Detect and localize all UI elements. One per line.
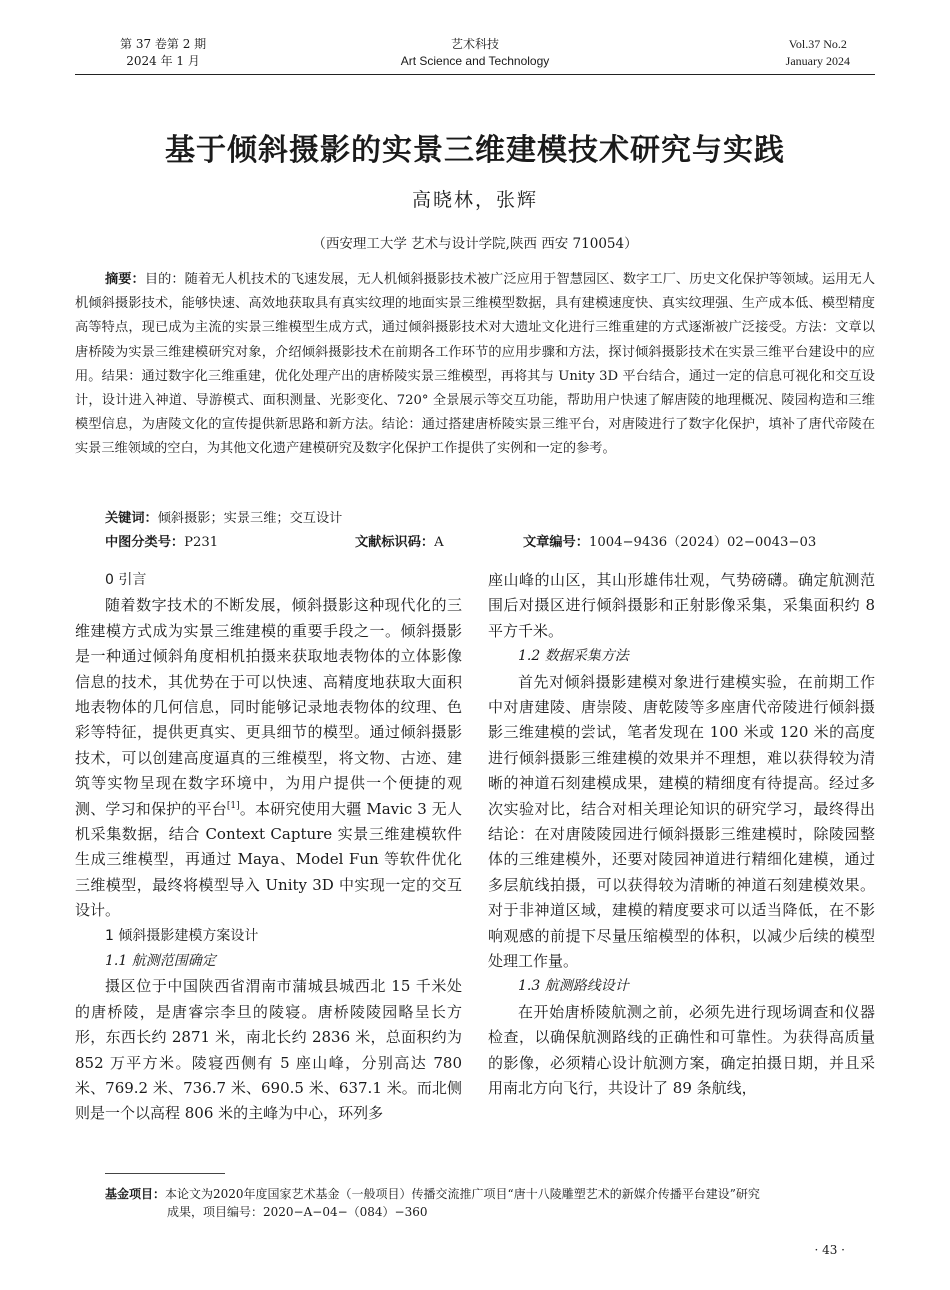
header-volume: 第 37 卷第 2 期 [120,37,207,51]
header-vol-en: Vol.37 No.2 [788,37,847,51]
page-number: · 43 · [814,1243,845,1257]
survey-range-paragraph: 摄区位于中国陕西省渭南市蒲城县城西北 15 千米处的唐桥陵，是唐睿宗李旦的陵寝。唐桥陵陵园略呈长方形，东西长约 2871 米，南北长约 2836 米，总面积约为 852 万平方米。陵寝西侧有 5 座山峰，分别高达 780 米、769.2 米、736.7 米、690.5 米、637.1 米。而北侧则是一个以高程 806 米的主峰为中心，环列多 [75,977,462,1123]
header-date-en: January 2024 [785,54,850,68]
intro-paragraph [75,593,462,923]
funding-footnote [105,1185,875,1221]
header-journal-cn: 艺术科技 [450,37,499,51]
art-label: 文章编号： [523,535,589,550]
doc-value: A [434,535,444,550]
footnote-text-2: 成果，项目编号：2020−A−04−（084）−360 [167,1205,428,1219]
keywords [105,508,342,530]
paper-authors: 高晓林，张辉 [411,189,538,211]
clc-value: P231 [184,535,219,550]
section-1-heading: 1 倾斜摄影建模方案设计 [105,927,259,944]
section-0-heading: 0 引言 [105,572,147,588]
body-column-left [75,568,462,1127]
abstract-text: 目的：随着无人机技术的飞速发展，无人机倾斜摄影技术被广泛应用于智慧园区、数字工厂、历史文化保护等领域。运用无人机倾斜摄影技术，能够快速、高效地获取具有真实纹理的地面实景三维模型数据，具有建模速度快、真实纹理强、生产成本低、模型精度高等特点，现已成为主流的实景三维模型生成方式，通过倾斜摄影技术对大遗址文化进行三维重建的方式逐渐被广泛接受。方法：文章以唐桥陵为实景三维建模研究对象，介绍倾斜摄影技术在前期各工作环节的应用步骤和方法，探讨倾斜摄影技术在实景三维平台建设中的应用。结果：通过数字化三维重建，优化处理产出的唐桥陵实景三维模型，再将其与 Unity 3D 平台结合，通过一定的信息可视化和交互设计，设计进入神道、导游模式、面积测量、光影变化、720° 全景展示等交互功能，帮助用户快速了解唐陵的地理概况、陵园构造和三维模型信息，为唐陵文化的宣传提供新思路和新方法。结论：通过搭建唐桥陵实景三维平台，对唐陵进行了数字化保护，填补了唐代帝陵在实景三维领域的空白，为其他文化遗产建模研究及数字化保护工作提供了实例和一定的参考。 [75,272,876,457]
paper-affiliation: （西安理工大学 艺术与设计学院,陕西 西安 710054） [312,236,638,252]
section-1-3-heading: 1.3 航测路线设计 [518,978,629,995]
survey-range-paragraph-continued: 座山峰的山区，其山形雄伟壮观，气势磅礴。确定航测范围后对摄区进行倾斜摄影和正射影像采集，采集面积约 8 平方千米。 [488,571,875,640]
abstract [75,268,875,462]
body-column-right [488,568,875,1102]
art-value: 1004−9436（2024）02−0043−03 [588,535,817,550]
footnote-line-1 [105,1185,875,1203]
clc-number [105,532,218,554]
clc-label: 中图分类号： [105,535,185,550]
flight-route-paragraph: 在开始唐桥陵航测之前，必须先进行现场调查和仪器检查，以确保航测路线的正确性和可靠性。为获得高质量的影像，必须精心设计航测方案，确定拍摄日期，并且采用南北方向飞行，共设计了 89 条航线， [488,1002,875,1098]
paper-title: 基于倾斜摄影的实景三维建模技术研究与实践 [165,133,785,168]
header-date: 2024 年 1 月 [126,54,200,68]
header-journal [75,36,875,70]
doc-label: 文献标识码： [355,535,435,550]
footnote-text-1: 本论文为2020年度国家艺术基金（一般项目）传播交流推广项目“唐十八陵雕塑艺术的新媒介传播平台建设”研究 [165,1187,760,1201]
keywords-label: 关键词： [105,511,158,526]
section-1-2-heading: 1.2 数据采集方法 [518,648,629,665]
article-number [523,532,816,554]
header-volume-en [786,36,850,70]
keywords-text: 倾斜摄影；实景三维；交互设计 [157,511,343,526]
section-1-1-heading: 1.1 航测范围确定 [105,953,216,970]
intro-text-a: 随着数字技术的不断发展，倾斜摄影这种现代化的三维建模方式成为实景三维建模的重要手段之一。倾斜摄影是一种通过倾斜角度相机拍摄来获取地表物体的立体影像信息的技术，其优势在于可以快速、高精度地获取大面积地表物体的几何信息，同时能够记录地表物体的纹理、色彩等特征，提供更真实、更具细节的模型。通过倾斜摄影技术，可以创建高度逼真的三维模型，将文物、古迹、建筑等实物呈现在数字环境中，为用户提供一个便捷的观测、学习和保护的平台 [75,596,462,818]
citation-ref: [1] [226,800,240,811]
data-collection-paragraph: 首先对倾斜摄影建模对象进行建模实验，在前期工作中对唐建陵、唐崇陵、唐乾陵等多座唐代帝陵进行倾斜摄影三维建模的尝试，笔者发现在 100 米或 120 米的高度进行倾斜摄影三维建模的效果并不理想，难以获得较为清晰的神道石刻建模成果，建模的精细度有待提高。经过多次实验对比，结合对相关理论知识的研究学习，最终得出结论：在对唐陵陵园进行倾斜摄影三维建模时，除陵园整体的三维建模外，还要对陵园神道进行精细化建模，通过多层航线拍摄，可以获得较为清晰的神道石刻建模效果。对于非神道区域，建模的精度要求可以适当降低，在不影响观感的前提下尽量压缩模型的体积，以减少后续的模型处理工作量。 [488,672,875,971]
header-journal-en: Art Science and Technology [400,54,550,68]
running-header [75,34,875,75]
intro-text-b: 。本研究使用大疆 Mavic 3 无人机采集数据，结合 Context Capture 实景三维建模软件生成三维模型，再通过 Maya、Model Fun 等软件优化三维模型，最终将模型导入 Unity 3D 中实现一定的交互设计。 [75,799,462,920]
document-code [355,532,444,554]
footnote-divider [105,1173,225,1174]
footnote-label: 基金项目： [105,1187,166,1201]
abstract-label: 摘要： [105,272,145,287]
